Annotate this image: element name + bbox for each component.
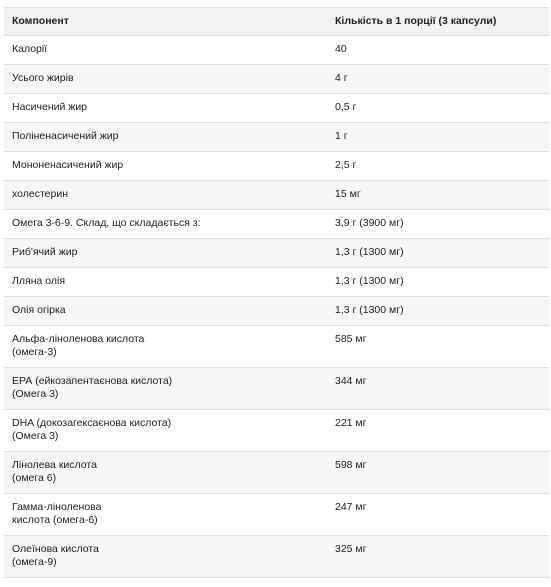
component-cell: Калорії <box>12 43 48 55</box>
amount-cell: 40 <box>335 43 347 55</box>
amount-cell: 585 мг <box>335 333 367 345</box>
table-row <box>4 181 549 210</box>
component-cell: ЕРА (ейкозапентаєнова кислота) (Омега 3) <box>12 375 173 400</box>
table-row <box>4 123 549 152</box>
amount-cell: 4 г <box>335 72 348 84</box>
table-row <box>4 268 549 297</box>
amount-cell: 1,3 г (1300 мг) <box>335 304 404 316</box>
table-row <box>4 94 549 123</box>
amount-cell: 344 мг <box>335 375 367 387</box>
table-row <box>4 239 549 268</box>
table-row <box>4 536 549 578</box>
amount-cell: 0,5 г <box>335 101 357 113</box>
table-row <box>4 36 549 65</box>
amount-cell: 598 мг <box>335 459 367 471</box>
component-cell: Лляна олія <box>12 275 66 287</box>
table-body <box>4 36 549 578</box>
amount-cell: 1,3 г (1300 мг) <box>335 246 404 258</box>
component-cell: Альфа-ліноленова кислота (омега-3) <box>12 333 145 358</box>
component-cell: Риб'ячий жир <box>12 246 78 258</box>
amount-cell: 325 мг <box>335 543 367 555</box>
table-row <box>4 297 549 326</box>
table-row <box>4 152 549 181</box>
table-row <box>4 410 549 452</box>
header-component: Компонент <box>12 15 69 27</box>
amount-cell: 1,3 г (1300 мг) <box>335 275 404 287</box>
amount-cell: 2,5 г <box>335 159 357 171</box>
table-row <box>4 368 549 410</box>
table-row <box>4 326 549 368</box>
table-row <box>4 65 549 94</box>
component-cell: Гамма-ліноленова кислота (омега-6) <box>12 501 102 526</box>
component-cell: Лінолева кислота (омега 6) <box>12 459 97 484</box>
table-header-row <box>4 8 549 36</box>
table-row <box>4 452 549 494</box>
amount-cell: 1 г <box>335 130 348 142</box>
component-cell: Мононенасичений жир <box>12 159 124 171</box>
component-cell: холестерин <box>12 188 68 200</box>
amount-cell: 15 мг <box>335 188 361 200</box>
component-cell: Усього жирів <box>12 72 74 84</box>
component-cell: Насичений жир <box>12 101 88 113</box>
component-cell: DHA (докозагексаєнова кислота) (Омега 3) <box>12 417 172 442</box>
component-cell: Олеїнова кислота (омега-9) <box>12 543 99 568</box>
component-cell: Омега 3-6-9. Склад, що складається з: <box>12 217 201 229</box>
amount-cell: 247 мг <box>335 501 367 513</box>
table-row <box>4 494 549 536</box>
component-cell: Поліненасичений жир <box>12 130 119 142</box>
component-cell: Олія огірка <box>12 304 66 316</box>
header-amount: Кількість в 1 порції (3 капсули) <box>335 15 497 27</box>
amount-cell: 3,9 г (3900 мг) <box>335 217 404 229</box>
table-row <box>4 210 549 239</box>
nutrition-table <box>4 7 549 578</box>
amount-cell: 221 мг <box>335 417 367 429</box>
